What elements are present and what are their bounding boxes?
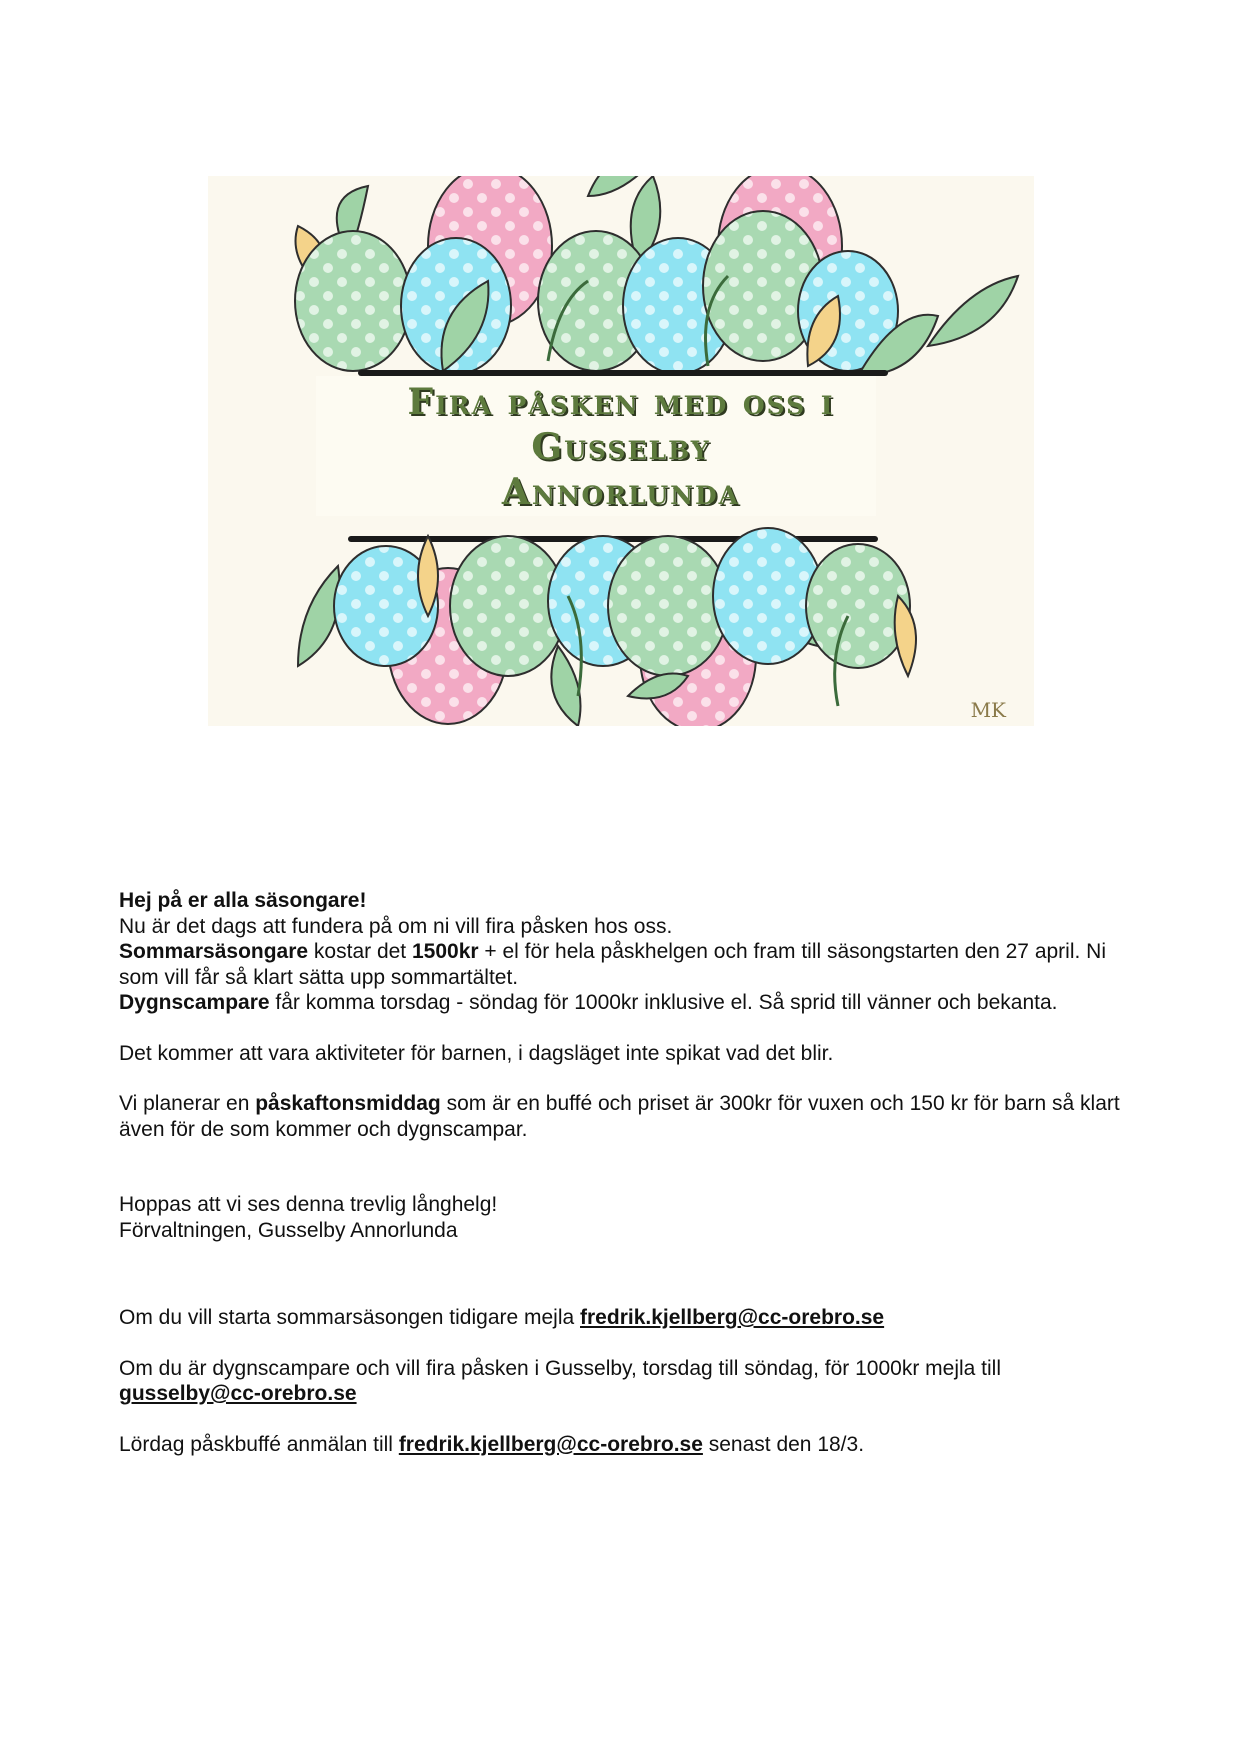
email-link-fredrik[interactable]: fredrik.kjellberg@cc-orebro.se — [580, 1306, 885, 1329]
summer-price: 1500kr — [411, 940, 479, 963]
letter-body — [119, 888, 1129, 1457]
banner-title-line-1: Fira påsken med oss i — [407, 381, 835, 423]
closing-line-1: Hoppas att vi ses denna trevlig långhelg! — [119, 1193, 498, 1216]
intro: Nu är det dags att fundera på om ni vill fira påsken hos oss. — [119, 914, 673, 938]
daycamp-paragraph: Om du är dygnscampare och vill fira påsken i Gusselby, torsdag till söndag, för 1000kr mejla till gusselby@cc-orebro.se — [119, 1356, 1002, 1405]
saturday-paragraph: Lördag påskbuffé anmälan till fredrik.kjellberg@cc-orebro.se senast den 18/3. — [119, 1432, 865, 1456]
summer-label: Sommarsäsongare — [119, 940, 309, 963]
easter-banner — [208, 176, 1034, 726]
early-start-paragraph: Om du vill starta sommarsäsongen tidigare mejla fredrik.kjellberg@cc-orebro.se — [119, 1306, 885, 1329]
banner-title-line-2: Gusselby — [531, 426, 711, 468]
banner-title-line-3: Annorlunda — [501, 471, 741, 513]
artist-signature: MK — [970, 698, 1006, 722]
day-paragraph: Dygnscampare får komma torsdag - söndag för 1000kr inklusive el. Så sprid till vänner och bekanta. — [119, 991, 1058, 1014]
email-link-gusselby[interactable]: gusselby@cc-orebro.se — [119, 1382, 357, 1405]
activities-paragraph: Det kommer att vara aktiviteter för barnen, i dagsläget inte spikat vad det blir. — [119, 1041, 834, 1065]
summer-paragraph: Sommarsäsongare kostar det 1500kr + el för hela påskhelgen och fram till säsongstarten den 27 april. Ni som vill får så klart sätta upp sommartältet. — [119, 940, 1106, 989]
dinner-paragraph: Vi planerar en påskaftonsmiddag som är en buffé och priset är 300kr för vuxen och 150 kr för barn så klart även för de som kommer och dygnscampar. — [119, 1092, 1120, 1141]
day-label: Dygnscampare — [119, 991, 270, 1014]
closing-line-2: Förvaltningen, Gusselby Annorlunda — [119, 1218, 458, 1242]
greeting: Hej på er alla säsongare! — [119, 889, 367, 912]
email-link-fredrik-buffet[interactable]: fredrik.kjellberg@cc-orebro.se — [398, 1432, 703, 1456]
dinner-label: påskaftonsmiddag — [255, 1092, 441, 1115]
